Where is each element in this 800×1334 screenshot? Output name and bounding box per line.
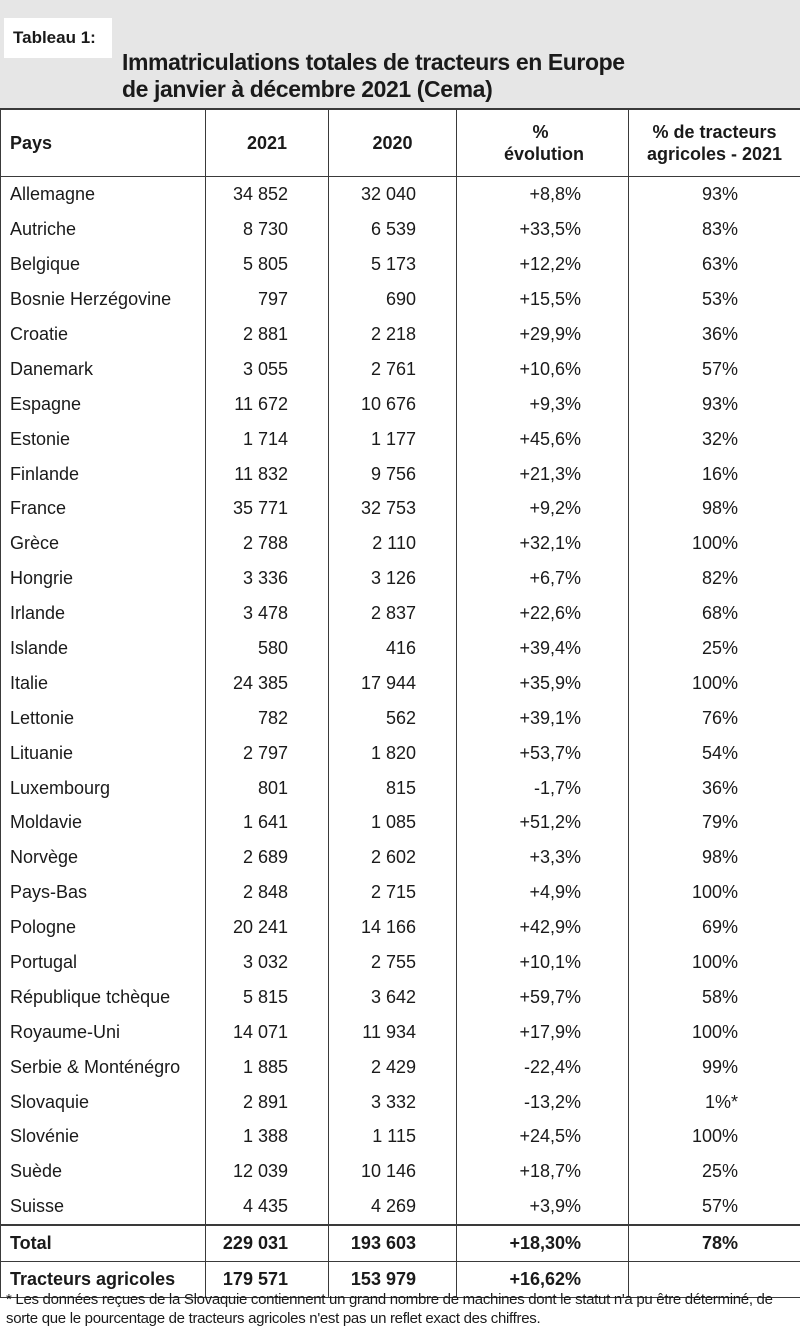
value-2020-cell: 416	[329, 631, 457, 666]
country-cell: Suisse	[1, 1189, 206, 1225]
agricultural-share-cell: 82%	[629, 561, 800, 596]
value-2021-cell: 11 832	[206, 456, 329, 491]
table-row	[1, 1119, 800, 1154]
column-header-evolution-line-2: évolution	[504, 144, 584, 164]
table-row	[1, 1154, 800, 1189]
value-2020-cell: 9 756	[329, 456, 457, 491]
value-2021-cell: 1 885	[206, 1049, 329, 1084]
value-2021-cell: 24 385	[206, 665, 329, 700]
value-2020-cell: 3 126	[329, 561, 457, 596]
country-cell: Total	[1, 1225, 206, 1261]
value-2020-cell: 2 218	[329, 317, 457, 352]
value-2020-cell: 1 115	[329, 1119, 457, 1154]
table-header-row	[1, 109, 800, 177]
evolution-cell: +35,9%	[457, 665, 629, 700]
evolution-cell: +12,2%	[457, 247, 629, 282]
table-row	[1, 700, 800, 735]
value-2020-cell: 2 110	[329, 526, 457, 561]
value-2021-cell: 2 848	[206, 875, 329, 910]
agricultural-share-cell: 69%	[629, 910, 800, 945]
agricultural-share-cell: 36%	[629, 770, 800, 805]
value-2020-cell: 32 040	[329, 177, 457, 212]
table-number-label: Tableau 1:	[4, 18, 112, 58]
value-2021-cell: 14 071	[206, 1014, 329, 1049]
evolution-cell: +15,5%	[457, 282, 629, 317]
value-2020-cell: 3 332	[329, 1084, 457, 1119]
evolution-cell: +10,1%	[457, 945, 629, 980]
evolution-cell: +3,3%	[457, 840, 629, 875]
evolution-cell: -13,2%	[457, 1084, 629, 1119]
value-2020-cell: 1 177	[329, 421, 457, 456]
table-row	[1, 596, 800, 631]
value-2021-cell: 20 241	[206, 910, 329, 945]
country-cell: République tchèque	[1, 979, 206, 1014]
table-title	[122, 49, 782, 103]
country-cell: Lettonie	[1, 700, 206, 735]
value-2021-cell: 5 805	[206, 247, 329, 282]
value-2020-cell: 5 173	[329, 247, 457, 282]
value-2020-cell: 1 820	[329, 735, 457, 770]
value-2021-cell: 2 797	[206, 735, 329, 770]
country-cell: Espagne	[1, 386, 206, 421]
table-row	[1, 805, 800, 840]
country-cell: Serbie & Monténégro	[1, 1049, 206, 1084]
table-row	[1, 945, 800, 980]
agricultural-share-cell: 53%	[629, 282, 800, 317]
column-header-agricultural-share	[629, 109, 800, 177]
value-2021-cell: 2 788	[206, 526, 329, 561]
evolution-cell: +59,7%	[457, 979, 629, 1014]
value-2021-cell: 2 881	[206, 317, 329, 352]
table-row	[1, 735, 800, 770]
value-2020-cell: 3 642	[329, 979, 457, 1014]
evolution-cell: +39,4%	[457, 631, 629, 666]
evolution-cell: +18,7%	[457, 1154, 629, 1189]
column-header-agricultural-line-1: % de tracteurs	[652, 122, 777, 142]
country-cell: Bosnie Herzégovine	[1, 282, 206, 317]
table-row	[1, 491, 800, 526]
value-2020-cell: 562	[329, 700, 457, 735]
evolution-cell: +17,9%	[457, 1014, 629, 1049]
value-2021-cell: 1 714	[206, 421, 329, 456]
value-2021-cell: 34 852	[206, 177, 329, 212]
value-2020-cell: 2 715	[329, 875, 457, 910]
column-header-2021: 2021	[206, 109, 329, 177]
agricultural-share-cell: 98%	[629, 491, 800, 526]
value-2021-cell: 2 891	[206, 1084, 329, 1119]
agricultural-share-cell: 100%	[629, 665, 800, 700]
value-2021-cell: 11 672	[206, 386, 329, 421]
value-2021-cell: 3 478	[206, 596, 329, 631]
value-2020-cell: 10 676	[329, 386, 457, 421]
table-row	[1, 351, 800, 386]
value-2020-cell: 2 602	[329, 840, 457, 875]
value-2020-cell: 4 269	[329, 1189, 457, 1225]
country-cell: Slovaquie	[1, 1084, 206, 1119]
country-cell: Tracteurs agricoles	[1, 1261, 206, 1297]
value-2020-cell: 17 944	[329, 665, 457, 700]
evolution-cell: +45,6%	[457, 421, 629, 456]
agricultural-share-cell: 100%	[629, 1119, 800, 1154]
value-2020-cell: 2 429	[329, 1049, 457, 1084]
evolution-cell: +51,2%	[457, 805, 629, 840]
evolution-cell: -1,7%	[457, 770, 629, 805]
evolution-cell: +42,9%	[457, 910, 629, 945]
agricultural-share-cell: 36%	[629, 317, 800, 352]
country-cell: Pays-Bas	[1, 875, 206, 910]
evolution-cell: +8,8%	[457, 177, 629, 212]
value-2020-cell: 11 934	[329, 1014, 457, 1049]
evolution-cell: +3,9%	[457, 1189, 629, 1225]
value-2020-cell: 10 146	[329, 1154, 457, 1189]
value-2021-cell: 2 689	[206, 840, 329, 875]
table-row	[1, 1084, 800, 1119]
country-cell: Autriche	[1, 212, 206, 247]
evolution-cell: +18,30%	[457, 1225, 629, 1261]
country-cell: France	[1, 491, 206, 526]
value-2021-cell: 179 571	[206, 1261, 329, 1297]
table-row	[1, 177, 800, 212]
total-row	[1, 1225, 800, 1261]
evolution-cell: +6,7%	[457, 561, 629, 596]
agricultural-share-cell: 100%	[629, 1014, 800, 1049]
evolution-cell: +10,6%	[457, 351, 629, 386]
agricultural-share-cell: 100%	[629, 875, 800, 910]
country-cell: Irlande	[1, 596, 206, 631]
table-row	[1, 247, 800, 282]
evolution-cell: +53,7%	[457, 735, 629, 770]
table-row	[1, 979, 800, 1014]
column-header-agricultural-line-2: agricoles - 2021	[646, 144, 783, 164]
value-2021-cell: 782	[206, 700, 329, 735]
agricultural-share-cell: 100%	[629, 945, 800, 980]
agricultural-share-cell: 98%	[629, 840, 800, 875]
agricultural-share-cell: 32%	[629, 421, 800, 456]
agricultural-share-cell: 68%	[629, 596, 800, 631]
value-2020-cell: 2 761	[329, 351, 457, 386]
country-cell: Suède	[1, 1154, 206, 1189]
country-cell: Italie	[1, 665, 206, 700]
agricultural-share-cell: 25%	[629, 1154, 800, 1189]
table-title-line-2: de janvier à décembre 2021 (Cema)	[122, 76, 493, 102]
value-2021-cell: 801	[206, 770, 329, 805]
country-cell: Pologne	[1, 910, 206, 945]
agricultural-share-cell: 58%	[629, 979, 800, 1014]
country-cell: Finlande	[1, 456, 206, 491]
evolution-cell: +32,1%	[457, 526, 629, 561]
value-2020-cell: 6 539	[329, 212, 457, 247]
evolution-cell: +33,5%	[457, 212, 629, 247]
country-cell: Croatie	[1, 317, 206, 352]
value-2020-cell: 2 837	[329, 596, 457, 631]
table-row	[1, 910, 800, 945]
column-header-evolution	[457, 109, 629, 177]
value-2020-cell: 815	[329, 770, 457, 805]
agricultural-share-cell: 57%	[629, 1189, 800, 1225]
table-title-line-1: Immatriculations totales de tracteurs en Europe	[122, 49, 625, 75]
country-cell: Lituanie	[1, 735, 206, 770]
evolution-cell: +4,9%	[457, 875, 629, 910]
country-cell: Estonie	[1, 421, 206, 456]
value-2020-cell: 690	[329, 282, 457, 317]
value-2020-cell: 2 755	[329, 945, 457, 980]
table-row	[1, 840, 800, 875]
table-row	[1, 386, 800, 421]
country-cell: Norvège	[1, 840, 206, 875]
country-cell: Grèce	[1, 526, 206, 561]
agricultural-share-cell: 25%	[629, 631, 800, 666]
agricultural-share-cell: 57%	[629, 351, 800, 386]
agricultural-share-cell: 54%	[629, 735, 800, 770]
evolution-cell: +39,1%	[457, 700, 629, 735]
evolution-cell: +9,2%	[457, 491, 629, 526]
agricultural-share-cell: 63%	[629, 247, 800, 282]
table-row	[1, 1049, 800, 1084]
table-row	[1, 665, 800, 700]
table-row	[1, 770, 800, 805]
value-2021-cell: 3 032	[206, 945, 329, 980]
country-cell: Belgique	[1, 247, 206, 282]
table-row	[1, 875, 800, 910]
value-2021-cell: 4 435	[206, 1189, 329, 1225]
value-2020-cell: 193 603	[329, 1225, 457, 1261]
footnote: * Les données reçues de la Slovaquie contiennent un grand nombre de machines dont le statut n'a pu être déterminé, de sorte que le pourcentage de tracteurs agricoles n'est pas un reflet exact des chiffres.	[6, 1291, 773, 1327]
country-cell: Luxembourg	[1, 770, 206, 805]
agricultural-share-cell: 76%	[629, 700, 800, 735]
table-body	[1, 177, 800, 1298]
evolution-cell: +9,3%	[457, 386, 629, 421]
value-2021-cell: 797	[206, 282, 329, 317]
evolution-cell: +21,3%	[457, 456, 629, 491]
value-2020-cell: 32 753	[329, 491, 457, 526]
value-2021-cell: 5 815	[206, 979, 329, 1014]
value-2021-cell: 12 039	[206, 1154, 329, 1189]
table-row	[1, 317, 800, 352]
country-cell: Slovénie	[1, 1119, 206, 1154]
value-2020-cell: 1 085	[329, 805, 457, 840]
value-2021-cell: 229 031	[206, 1225, 329, 1261]
evolution-cell: +24,5%	[457, 1119, 629, 1154]
agricultural-share-cell: 83%	[629, 212, 800, 247]
country-cell: Royaume-Uni	[1, 1014, 206, 1049]
agricultural-share-cell: 99%	[629, 1049, 800, 1084]
table-row	[1, 421, 800, 456]
table-row	[1, 631, 800, 666]
agricultural-share-cell: 79%	[629, 805, 800, 840]
agricultural-share-cell: 93%	[629, 386, 800, 421]
evolution-cell: +16,62%	[457, 1261, 629, 1297]
agricultural-share-cell: 100%	[629, 526, 800, 561]
table-row	[1, 1014, 800, 1049]
value-2020-cell: 153 979	[329, 1261, 457, 1297]
table-row	[1, 212, 800, 247]
table-row	[1, 456, 800, 491]
column-header-country: Pays	[1, 109, 206, 177]
agricultural-share-cell: 16%	[629, 456, 800, 491]
agricultural-share-cell: 93%	[629, 177, 800, 212]
country-cell: Danemark	[1, 351, 206, 386]
agricultural-share-cell: 78%	[629, 1225, 800, 1261]
value-2021-cell: 1 388	[206, 1119, 329, 1154]
column-header-evolution-line-1: %	[532, 122, 549, 142]
column-header-2020: 2020	[329, 109, 457, 177]
agricultural-share-cell: 1%*	[629, 1084, 800, 1119]
value-2021-cell: 3 336	[206, 561, 329, 596]
value-2021-cell: 35 771	[206, 491, 329, 526]
value-2021-cell: 3 055	[206, 351, 329, 386]
table-row	[1, 282, 800, 317]
country-cell: Hongrie	[1, 561, 206, 596]
country-cell: Allemagne	[1, 177, 206, 212]
registrations-table	[0, 108, 800, 1298]
country-cell: Portugal	[1, 945, 206, 980]
evolution-cell: +29,9%	[457, 317, 629, 352]
evolution-cell: +22,6%	[457, 596, 629, 631]
table-row	[1, 1189, 800, 1225]
table-row	[1, 526, 800, 561]
evolution-cell: -22,4%	[457, 1049, 629, 1084]
value-2021-cell: 1 641	[206, 805, 329, 840]
country-cell: Moldavie	[1, 805, 206, 840]
value-2021-cell: 8 730	[206, 212, 329, 247]
value-2021-cell: 580	[206, 631, 329, 666]
country-cell: Islande	[1, 631, 206, 666]
table-row	[1, 561, 800, 596]
table-header-band	[0, 0, 800, 108]
value-2020-cell: 14 166	[329, 910, 457, 945]
